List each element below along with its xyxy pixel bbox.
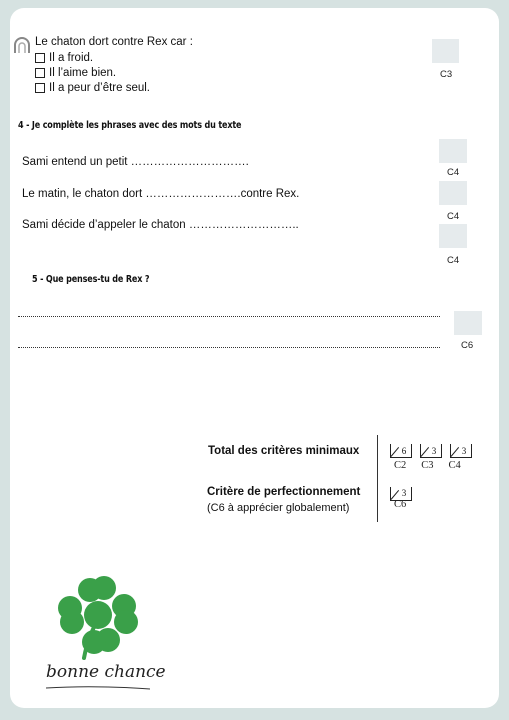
- criterion-code: C4: [447, 167, 460, 178]
- score-box[interactable]: [439, 181, 467, 205]
- underline-stroke: [44, 684, 154, 692]
- checkbox[interactable]: [35, 83, 45, 93]
- perfection-code: C6: [394, 499, 407, 510]
- q3-option[interactable]: Il a peur d’être seul.: [35, 80, 150, 95]
- worksheet-page: [10, 8, 499, 708]
- answer-line[interactable]: [18, 316, 440, 317]
- q4-sentence[interactable]: Sami décide d’appeler le chaton ………………………..: [22, 219, 299, 231]
- score-box[interactable]: [432, 39, 459, 63]
- q4-sentence[interactable]: Sami entend un petit ………………………….: [22, 156, 249, 168]
- q4-sentence[interactable]: Le matin, le chaton dort …………………….contre Rex.: [22, 188, 300, 200]
- criterion-code: C4: [447, 255, 460, 266]
- score-fraction: 3: [420, 444, 442, 458]
- q5-heading: 5 - Que penses-tu de Rex ?: [32, 274, 150, 285]
- clover-icon: [58, 574, 144, 664]
- score-box[interactable]: [454, 311, 482, 335]
- q3-option[interactable]: Il l’aime bien.: [35, 65, 150, 80]
- criterion-code: C3: [440, 69, 453, 80]
- minimal-codes: C2 C3 C4: [394, 460, 461, 471]
- score-fraction: 6: [390, 444, 412, 458]
- minimal-criteria-label: Total des critères minimaux: [208, 445, 360, 457]
- q4-heading: 4 - Je complète les phrases avec des mots du texte: [18, 120, 242, 131]
- score-fraction: 3: [390, 487, 412, 501]
- perfection-criterion-sub: (C6 à apprécier globalement): [207, 502, 350, 514]
- q3-options: [35, 50, 150, 95]
- minimal-scores: [390, 444, 472, 458]
- score-fraction: 3: [450, 444, 472, 458]
- checkbox[interactable]: [35, 53, 45, 63]
- perfection-criterion-label: Critère de perfectionnement: [207, 486, 361, 498]
- q3-option[interactable]: Il a froid.: [35, 50, 150, 65]
- divider: [377, 435, 378, 522]
- checkbox[interactable]: [35, 68, 45, 78]
- closing-text: bonne chance: [46, 662, 166, 682]
- score-box[interactable]: [439, 224, 467, 248]
- answer-line[interactable]: [18, 347, 440, 348]
- arch-icon: [12, 36, 32, 54]
- score-box[interactable]: [439, 139, 467, 163]
- q3-text: Le chaton dort contre Rex car :: [35, 36, 193, 48]
- criterion-code: C6: [461, 340, 474, 351]
- criterion-code: C4: [447, 211, 460, 222]
